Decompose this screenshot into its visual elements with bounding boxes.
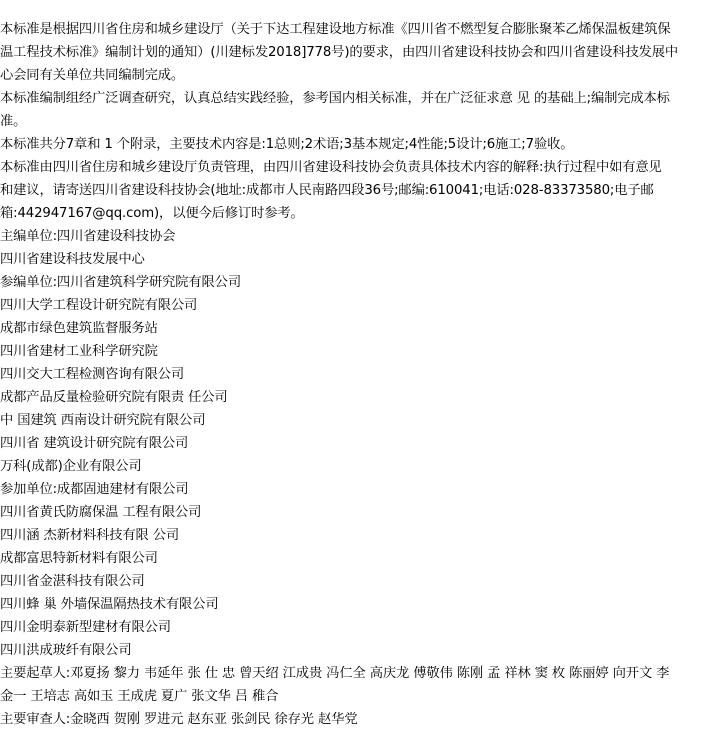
unit-name: 四川金明泰新型建材有限公司 [0, 620, 171, 635]
text-line: 本标准共分7章和 1 个附录，主要技术内容是:1总则;2术语;3基本规定;4性能;5设计;6施工;7验收。 [0, 137, 574, 152]
text-line: 准。 [0, 114, 27, 129]
unit-name: 四川交大工程检测咨询有限公司 [0, 367, 185, 382]
unit-name: 成都产品反量检验研究院有限责 任公司 [0, 390, 228, 405]
main-drafters: 主要起草人:邓夏扬 黎力 韦延年 张 仕 忠 曾天绍 江成贵 冯仁全 高庆龙 傅敬伟 陈刚 孟 祥林 窦 枚 陈丽婷 向开文 李 [0, 666, 670, 681]
text-line: 和建议，请寄送四川省建设科技协会(地址:成都市人民南路四段36号;邮编:610041;电话:028-83373580;电子邮 [0, 183, 654, 198]
unit-name: 四川蜂 巢 外墙保温隔热技术有限公司 [0, 597, 219, 612]
unit-name: 四川省建材工业科学研究院 [0, 344, 158, 359]
unit-name: 四川洪成玻纤有限公司 [0, 643, 132, 658]
unit-name: 四川省 建筑设计研究院有限公司 [0, 436, 189, 451]
unit-name: 四川省建设科技发展中心 [0, 252, 145, 267]
participating-unit: 参加单位:成都固迪建材有限公司 [0, 482, 189, 497]
participating-editor-unit: 参编单位:四川省建筑科学研究院有限公司 [0, 275, 241, 290]
text-line: 本标准是根据四川省住房和城乡建设厅（关于下达工程建设地方标准《四川省不燃型复合膨胀聚苯乙烯保温板建筑保 [0, 22, 671, 37]
text-line: 本标准由四川省住房和城乡建设厅负责管理，由四川省建设科技协会负责具体技术内容的解释:执行过程中如有意见 [0, 160, 662, 175]
unit-name: 成都市绿色建筑监督服务站 [0, 321, 158, 336]
main-drafters-continued: 金一 王培志 高如玉 王成虎 夏广 张文华 吕 稚合 [0, 689, 279, 704]
chief-editor-unit: 主编单位:四川省建设科技协会 [0, 229, 176, 244]
text-line: 温工程技术标准》编制计划的通知）(川建标发2018]778号)的要求，由四川省建设科技协会和四川省建设科技发展中 [0, 45, 679, 60]
text-line: 箱:442947167@qq.com)，以便今后修订时参考。 [0, 206, 304, 221]
unit-name: 四川大学工程设计研究院有限公司 [0, 298, 198, 313]
unit-name: 万科(成都)企业有限公司 [0, 459, 142, 474]
text-line: 本标准编制组经广泛调查研究，认真总结实践经验，参考国内相关标准，并在广泛征求意 见 的基础上;编制完成本标 [0, 91, 670, 106]
unit-name: 四川省金湛科技有限公司 [0, 574, 145, 589]
unit-name: 四川省黄氏防腐保温 工程有限公司 [0, 505, 202, 520]
unit-name: 中 国建筑 西南设计研究院有限公司 [0, 413, 206, 428]
unit-name: 成都富思特新材料有限公司 [0, 551, 158, 566]
text-line: 心会同有关单位共同编制完成。 [0, 68, 185, 83]
unit-name: 四川涵 杰新材料科技有限 公司 [0, 528, 180, 543]
main-reviewers: 主要审查人:金晓西 贺刚 罗进元 赵东亚 张剑民 徐存光 赵华党 [0, 712, 358, 727]
